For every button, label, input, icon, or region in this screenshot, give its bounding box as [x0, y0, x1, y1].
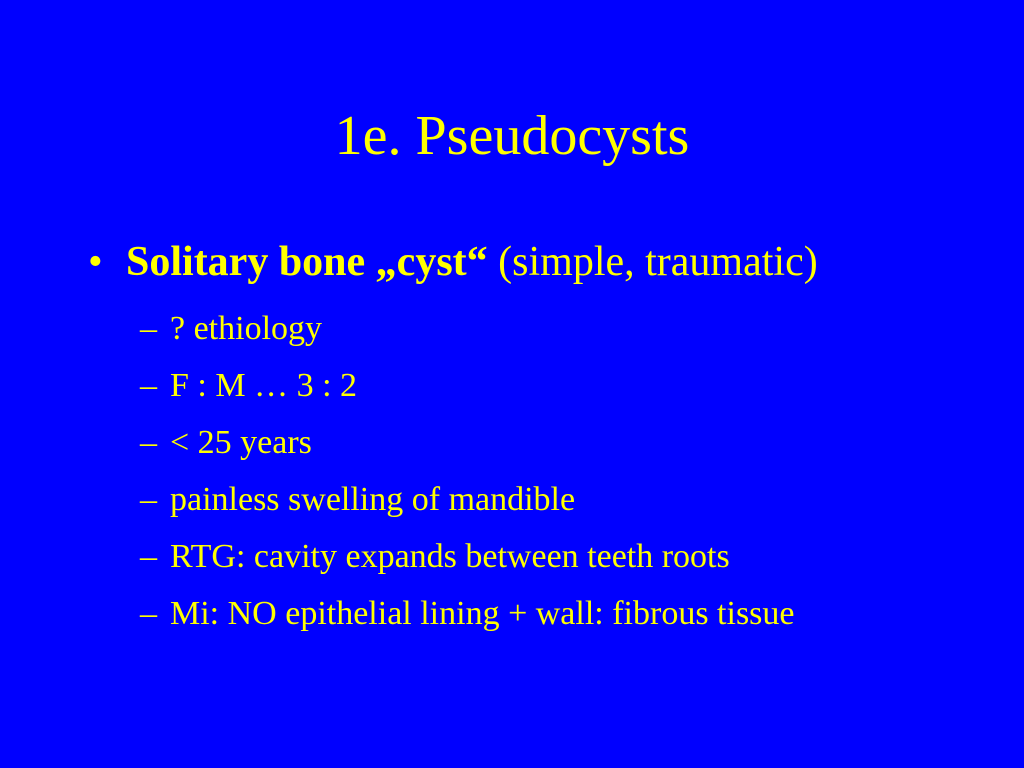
sub-bullet-text: painless swelling of mandible: [170, 481, 576, 518]
main-bullet-normal-text: (simple, traumatic): [498, 239, 818, 285]
dash-marker: –: [140, 595, 157, 632]
dash-marker: –: [140, 481, 157, 518]
sub-bullet-text: F : M … 3 : 2: [170, 367, 358, 404]
dash-marker: –: [140, 424, 157, 461]
bullet-marker: •: [88, 239, 103, 285]
slide-title: 1e. Pseudocysts: [334, 105, 690, 167]
main-bullet-bold-text: Solitary bone „cyst“: [126, 239, 488, 285]
sub-bullet-item: [140, 585, 1000, 642]
sub-bullet-item: [140, 528, 1000, 585]
sub-bullet-item: [140, 471, 1000, 528]
dash-marker: –: [140, 538, 157, 575]
main-bullet: [88, 234, 988, 290]
sub-bullet-text: RTG: cavity expands between teeth roots: [170, 538, 730, 575]
dash-marker: –: [140, 310, 157, 347]
sub-bullet-item: [140, 357, 1000, 414]
sub-bullet-text: < 25 years: [170, 424, 312, 461]
sub-bullet-text: ? ethiology: [170, 310, 323, 347]
sub-bullet-list: [140, 300, 1000, 642]
sub-bullet-item: [140, 414, 1000, 471]
sub-bullet-text: Mi: NO epithelial lining + wall: fibrous tissue: [170, 595, 795, 632]
dash-marker: –: [140, 367, 157, 404]
sub-bullet-item: [140, 300, 1000, 357]
